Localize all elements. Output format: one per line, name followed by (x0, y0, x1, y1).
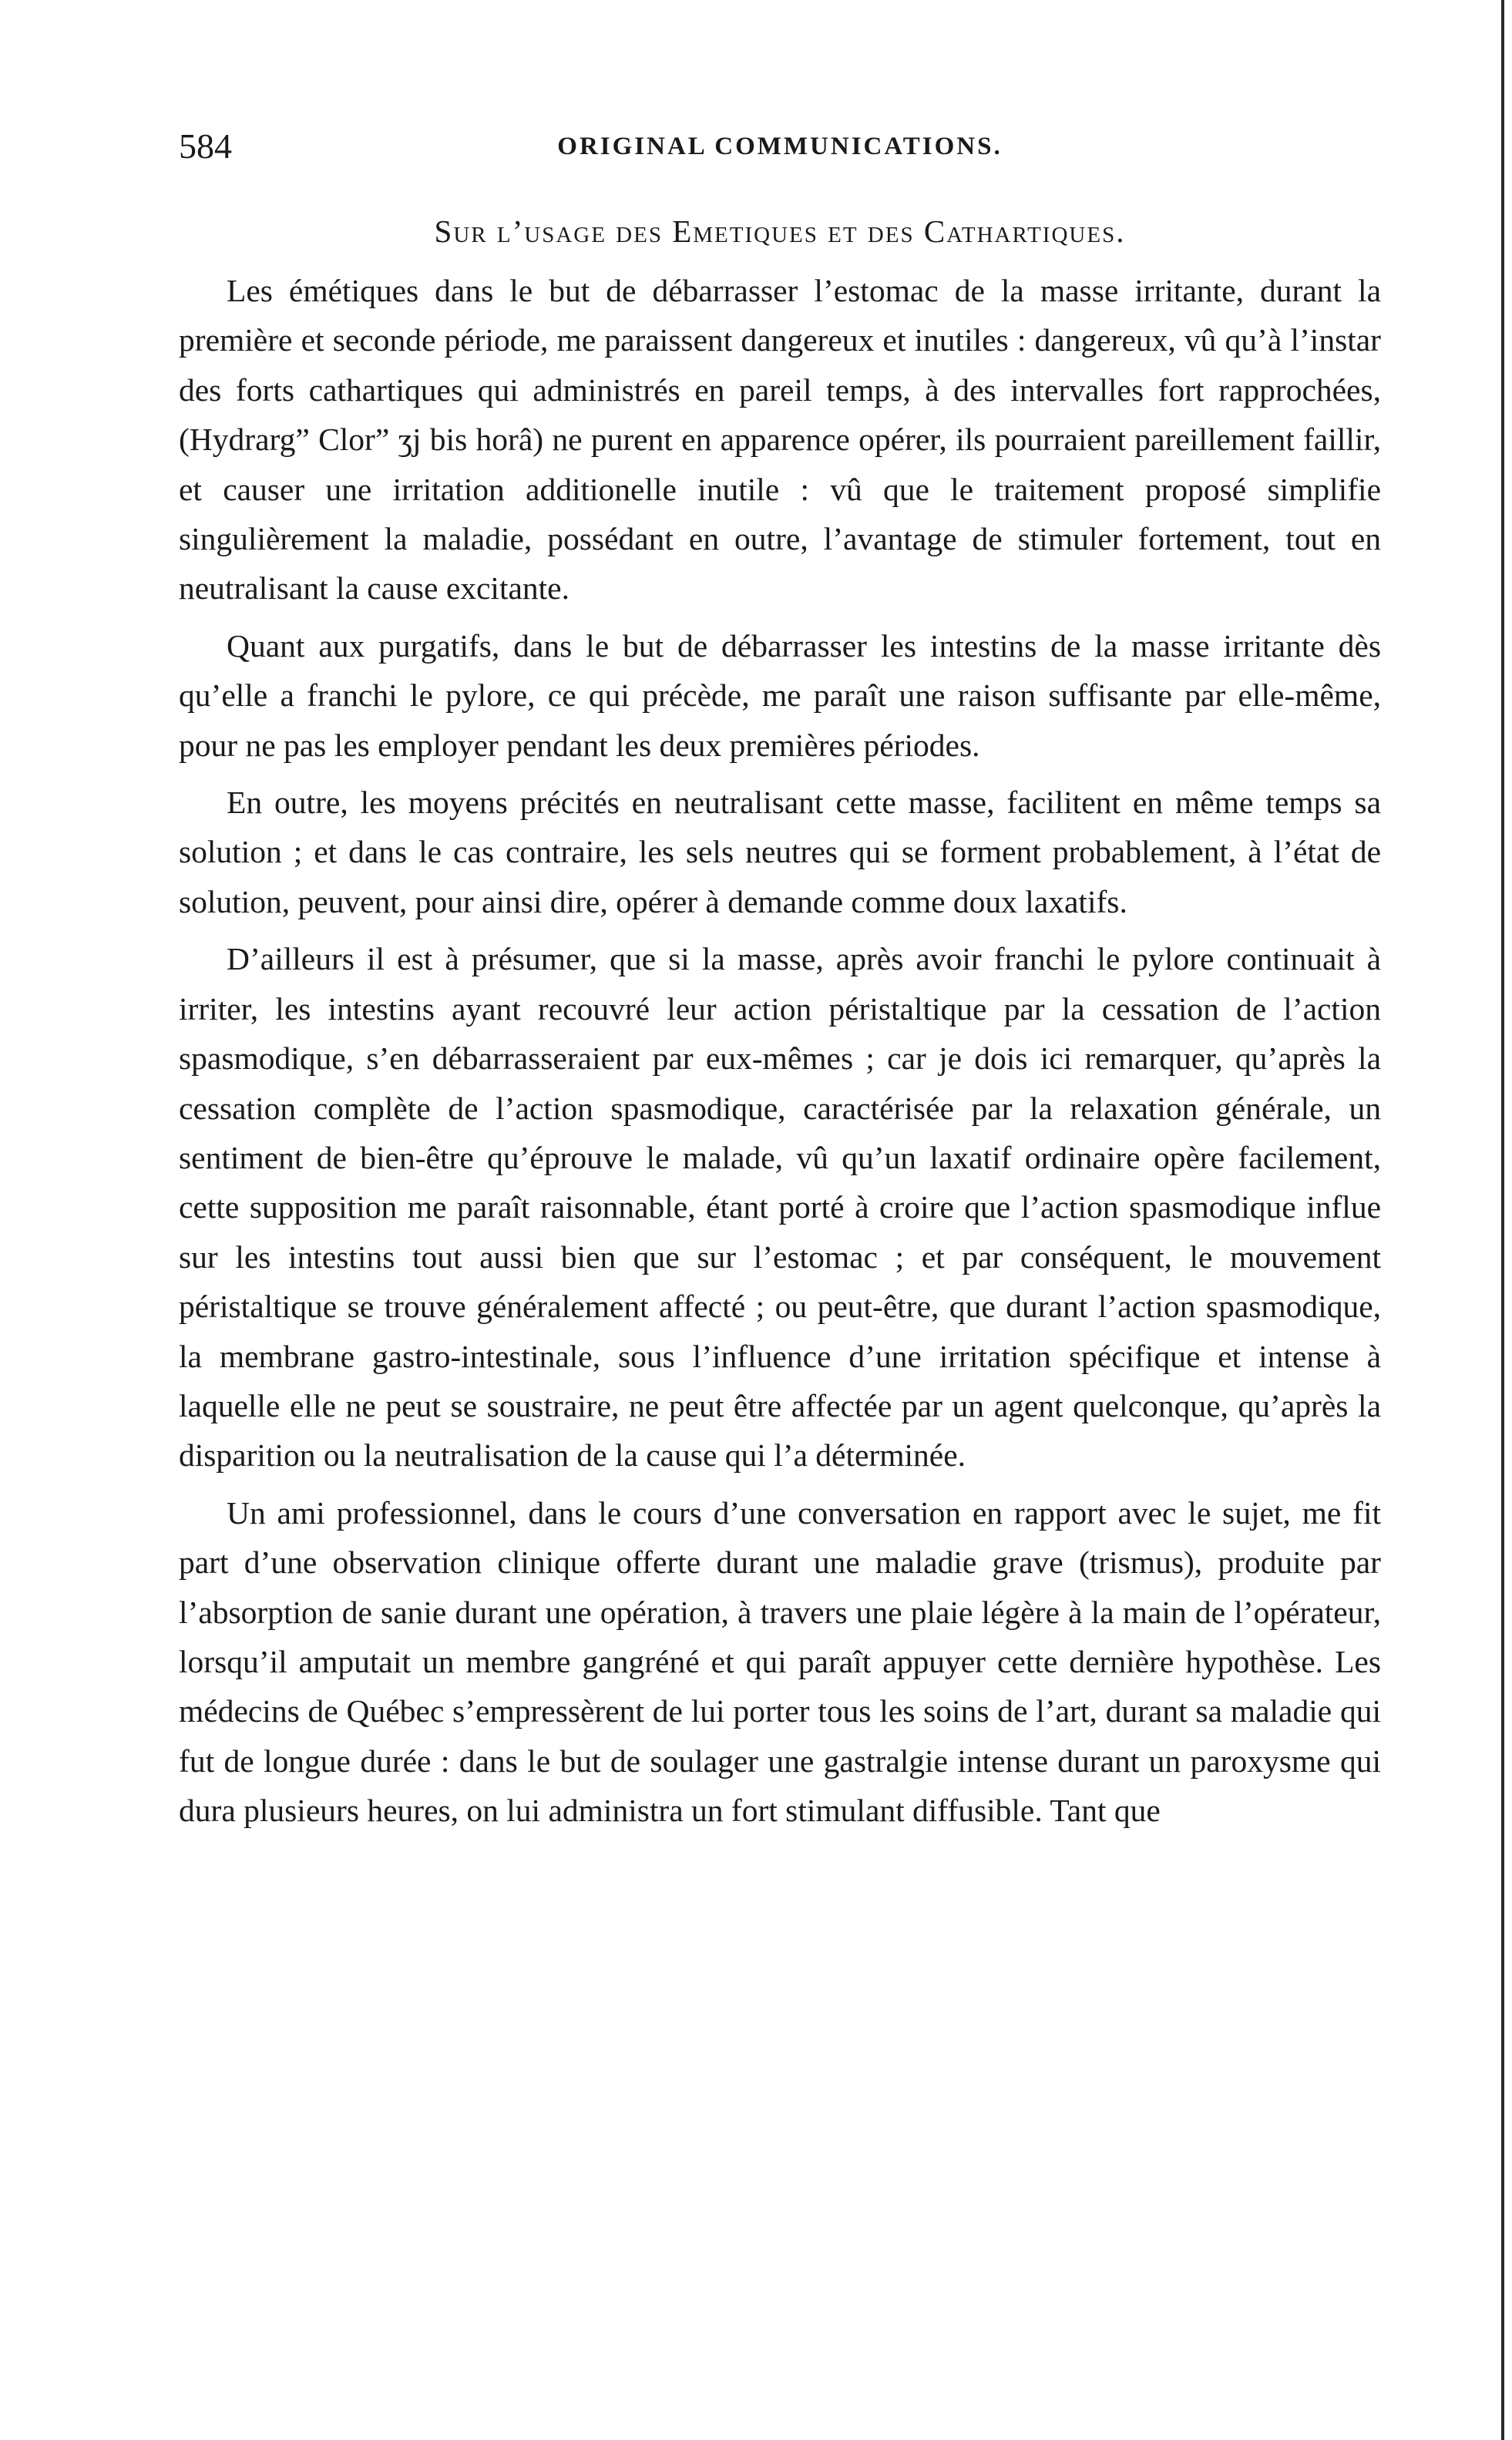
paragraph-purgatifs: Quant aux purgatifs, dans le but de débarrasser les intestins de la masse irritante dès qu’elle a franchi le pylore, ce qui précède, me paraît une raison suffisante par elle-même, pour ne pas les employer pendant les deux premières périodes. (179, 627, 1381, 763)
section-heading: Sur l’usage des Emetiques et des Cathartiques. (434, 213, 1126, 249)
page-edge-rule (1501, 0, 1504, 2440)
paragraph-emetiques: Les émétiques dans le but de débarrasser l’estomac de la masse irritante, durant la première et seconde période, me paraissent dangereux et inutiles : dangereux, vû qu’à l’instar des forts cathartiques qui administrés en pareil temps, à des intervalles fort rapprochées, (Hydrarg” Clor” ʒj bis horâ) ne purent en apparence opérer, ils pourraient pareillement faillir, et causer une irritation additionelle inutile : vû que le traitement proposé simplifie singulièrement la maladie, possédant en outre, l’avantage de stimuler fortement, tout en neutralisant la cause excitante. (179, 273, 1381, 607)
body-text (179, 266, 1381, 1836)
page-number: 584 (179, 126, 232, 166)
paragraph-observation-clinique: Un ami professionnel, dans le cours d’une conversation en rapport avec le sujet, me fit part d’une observation clinique offerte durant une maladie grave (trismus), produite par l’absorption de sanie durant une opération, à travers une plaie légère à la main de l’opérateur, lorsqu’il amputait un membre gangréné et qui paraît appuyer cette dernière hypothèse. Les médecins de Québec s’empressèrent de lui porter tous les soins de l’art, durant sa maladie qui fut de longue durée : dans le but de soulager une gastralgie intense durant un paroxysme qui dura plusieurs heures, on lui administra un fort stimulant diffusible. Tant que (179, 1494, 1381, 1829)
paragraph-action-peristaltique: D’ailleurs il est à présumer, que si la masse, après avoir franchi le pylore continuait à irriter, les intestins ayant recouvré leur action péristaltique par la cessation de l’action spasmodique, s’en débarrasseraient par eux-mêmes ; car je dois ici remarquer, qu’après la cessation complète de l’action spasmodique, caractérisée par la relaxation générale, un sentiment de bien-être qu’éprouve le malade, vû qu’un laxatif ordinaire opère facilement, cette supposition me paraît raisonnable, étant porté à croire que l’action spasmodique influe sur les intestins tout aussi bien que sur l’estomac ; et par conséquent, le mouvement péristaltique se trouve généralement affecté ; ou peut-être, que durant l’action spasmodique, la membrane gastro-intestinale, sous l’influence d’une irritation spécifique et intense à laquelle elle ne peut se soustraire, ne peut être affectée par un agent quelconque, qu’après la disparition ou la neutralisation de la cause qui l’a déterminée. (179, 941, 1381, 1474)
running-title: ORIGINAL COMMUNICATIONS. (557, 133, 1003, 160)
paragraph-moyens-precites: En outre, les moyens précités en neutralisant cette masse, facilitent en même temps sa solution ; et dans le cas contraire, les sels neutres qui se forment probablement, à l’état de solution, peuvent, pour ainsi dire, opérer à demande comme doux laxatifs. (179, 785, 1381, 919)
running-head (179, 123, 1381, 170)
